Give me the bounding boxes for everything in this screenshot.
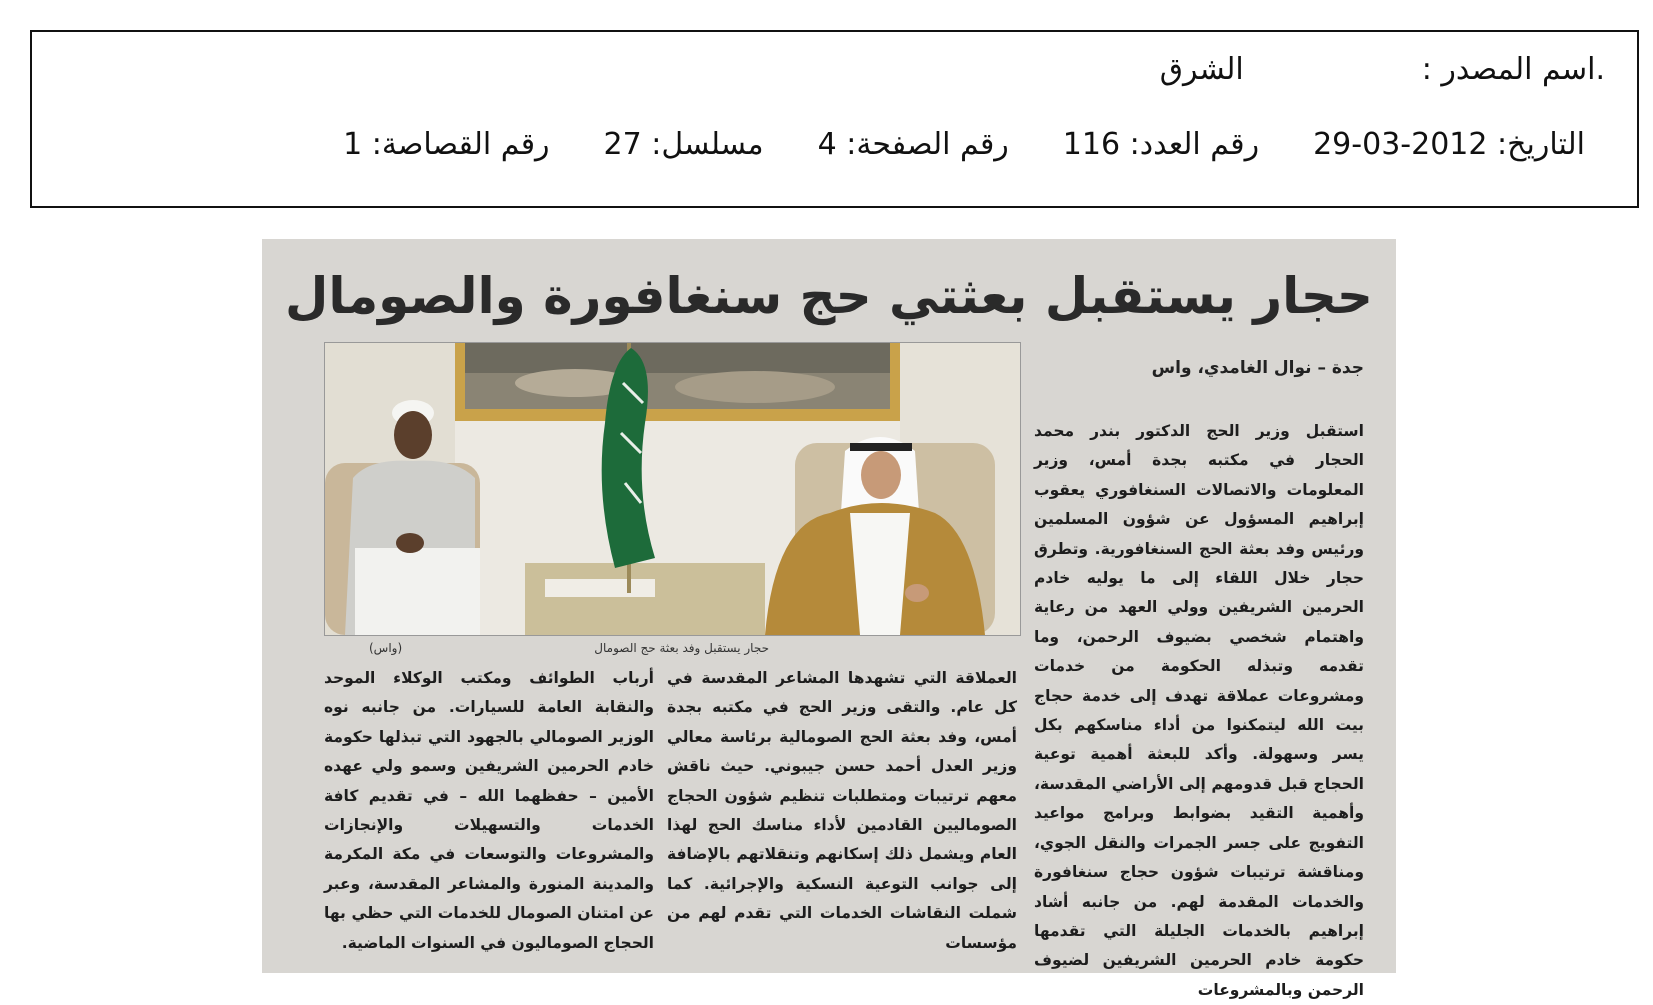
source-label: .اسم المصدر : <box>1421 52 1605 87</box>
newspaper-clipping <box>262 239 1396 999</box>
article-column-right: استقبل وزير الحج الدكتور بندر محمد الحجار في مكتبه بجدة أمس، وزير المعلومات والاتصالات السنغافوري يعقوب إبراهيم المسؤول عن شؤون المسلمين ورئيس وفد بعثة الحج السنغافورية. وتطرق حجار خلال اللقاء إلى ما يوليه خادم الحرمين الشريفين وولي العهد من رعاية واهتمام شخصي بضيوف الرحمن، وما تقدمه وتبذله الحكومة من خدمات ومشروعات عملاقة تهدف إلى خدمة حجاج بيت الله ليتمكنوا من أداء مناسكهم بكل يسر وسهولة. وأكد للبعثة أهمية توعية الحجاج قبل قدومهم إلى الأراضي المقدسة، وأهمية التقيد بضوابط وبرامج مواعيد التفويج على جسر الجمرات والنقل الجوي، ومناقشة ترتيبات شؤون حجاج سنغافورة والخدمات المقدمة لهم. من جانبه أشاد إبراهيم بالخدمات الجليلة التي تقدمها حكومة خادم الحرمين الشريفين لضيوف الرحمن وبالمشروعات <box>1034 422 1364 999</box>
caption-text: حجار يستقبل وفد بعثة حج الصومال <box>594 641 769 655</box>
clipping-field: رقم القصاصة: 1 <box>343 127 550 162</box>
photo-credit: (واس) <box>369 641 403 655</box>
date-field: التاريخ: 2012-03-29 <box>1313 127 1585 162</box>
meta-row <box>343 127 1585 163</box>
page-field: رقم الصفحة: 4 <box>817 127 1009 162</box>
article-byline: جدة – نوال الغامدي، واس <box>1151 358 1364 378</box>
issue-field: رقم العدد: 116 <box>1062 127 1260 162</box>
article-column-left: أرباب الطوائف ومكتب الوكلاء الموحد والنقابة العامة للسيارات. من جانبه نوه الوزير الصومالي بالجهود التي تبذلها حكومة خادم الحرمين الشريفين وسمو ولي عهده الأمين – حفظهما الله – في تقديم كافة الخدمات والتسهيلات والإنجازات والمشروعات والتوسعات في مكة المكرمة والمدينة المنورة والمشاعر المقدسة، وعبر عن امتنان الصومال للخدمات التي حظي بها الحجاج الصوماليون في السنوات الماضية. <box>324 669 654 952</box>
source-row <box>1160 52 1605 88</box>
info-box <box>30 30 1639 208</box>
article-column-middle: العملاقة التي تشهدها المشاعر المقدسة في كل عام. والتقى وزير الحج في مكتبه بجدة أمس، وفد بعثة الحج الصومالية برئاسة معالي وزير العدل أحمد حسن جيبوني. حيث ناقش معهم ترتيبات ومتطلبات تنظيم شؤون الحجاج الصوماليين القادمين لأداء مناسك الحج لهذا العام ويشمل ذلك إسكانهم وتنقلاتهم بالإضافة إلى جوانب التوعية النسكية والإجرائية. كما شملت النقاشات الخدمات التي تقدم لهم من مؤسسات <box>667 669 1017 952</box>
source-value: الشرق <box>1159 52 1244 87</box>
article-headline: حجار يستقبل بعثتي حج سنغافورة والصومال <box>285 267 1373 325</box>
article-photo <box>324 342 1021 636</box>
serial-field: مسلسل: 27 <box>603 127 764 162</box>
photo-caption <box>324 639 1019 661</box>
